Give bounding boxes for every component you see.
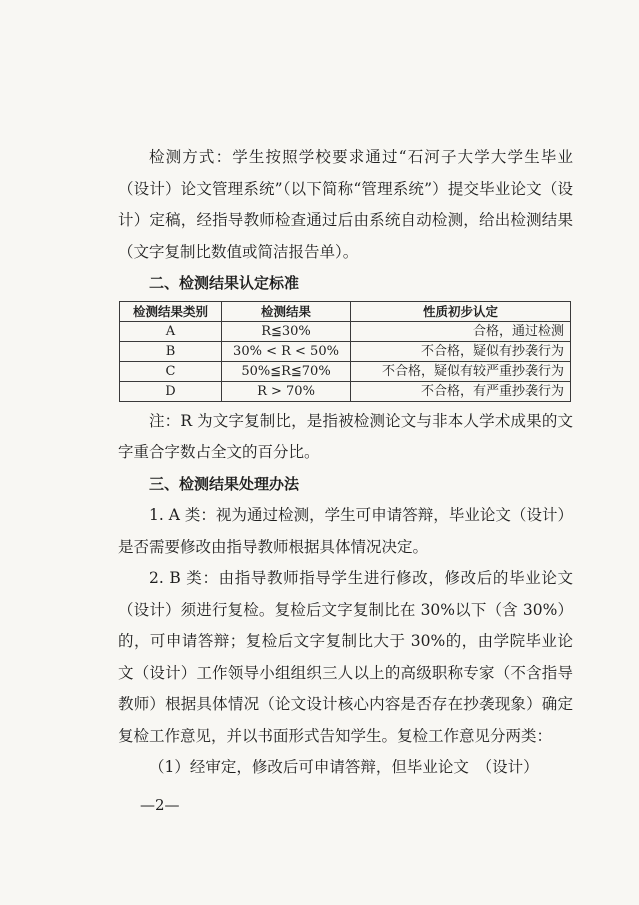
paragraph-category-a: 1. A 类：视为通过检测，学生可申请答辩，毕业论文（设计）是否需要修改由指导教师根据具体情况决定。	[118, 506, 573, 556]
header-nature: 性质初步认定	[351, 301, 571, 321]
paragraph-subitem-1: （1）经审定，修改后可申请答辩，但毕业论文 （设计）	[149, 758, 539, 776]
header-result: 检测结果	[222, 301, 351, 321]
cell-nature: 不合格，有严重抄袭行为	[351, 381, 571, 401]
cell-category: C	[120, 361, 222, 381]
heading-handling-methods: 三、检测结果处理办法	[149, 474, 300, 493]
cell-nature: 不合格，疑似有较严重抄袭行为	[351, 361, 571, 381]
cell-result: 30% < R < 50%	[222, 341, 351, 361]
cell-nature: 合格，通过检测	[351, 321, 571, 341]
cell-result: R > 70%	[222, 381, 351, 401]
header-category: 检测结果类别	[120, 301, 222, 321]
table-row	[120, 361, 571, 381]
cell-category: D	[120, 381, 222, 401]
paragraph-note: 注：R 为文字复制比，是指被检测论文与非本人学术成果的文字重合字数占全文的百分比。	[118, 411, 573, 461]
heading-recognition-standards: 二、检测结果认定标准	[149, 274, 300, 292]
table-header-row	[120, 301, 571, 321]
cell-result: 50%≦R≦70%	[222, 361, 351, 381]
page-number: —2—	[140, 796, 180, 814]
table-row	[120, 321, 571, 341]
criteria-table	[119, 301, 571, 402]
paragraph-category-b: 2. B 类：由指导教师指导学生进行修改，修改后的毕业论文（设计）须进行复检。复检后文字复制比在 30%以下（含 30%）的，可申请答辩；复检后文字复制比大于 30%的，由学院毕业论文（设计）工作领导小组组织三人以上的高级职称专家（不含指导教师）根据具体情况（论文设计核心内容是否存在抄袭现象）确定复检工作意见，并以书面形式告知学生。复检工作意见分两类：	[118, 569, 573, 745]
cell-nature: 不合格，疑似有抄袭行为	[351, 341, 571, 361]
cell-result: R≦30%	[222, 321, 351, 341]
paragraph-detection-method: 检测方式：学生按照学校要求通过“石河子大学大学生毕业（设计）论文管理系统”（以下简称“管理系统”）提交毕业论文（设计）定稿，经指导教师检查通过后由系统自动检测，给出检测结果（文字复制比数值或简洁报告单）。	[118, 148, 573, 261]
table-row	[120, 341, 571, 361]
table-row	[120, 381, 571, 401]
document-body	[118, 142, 573, 784]
cell-category: A	[120, 321, 222, 341]
cell-category: B	[120, 341, 222, 361]
